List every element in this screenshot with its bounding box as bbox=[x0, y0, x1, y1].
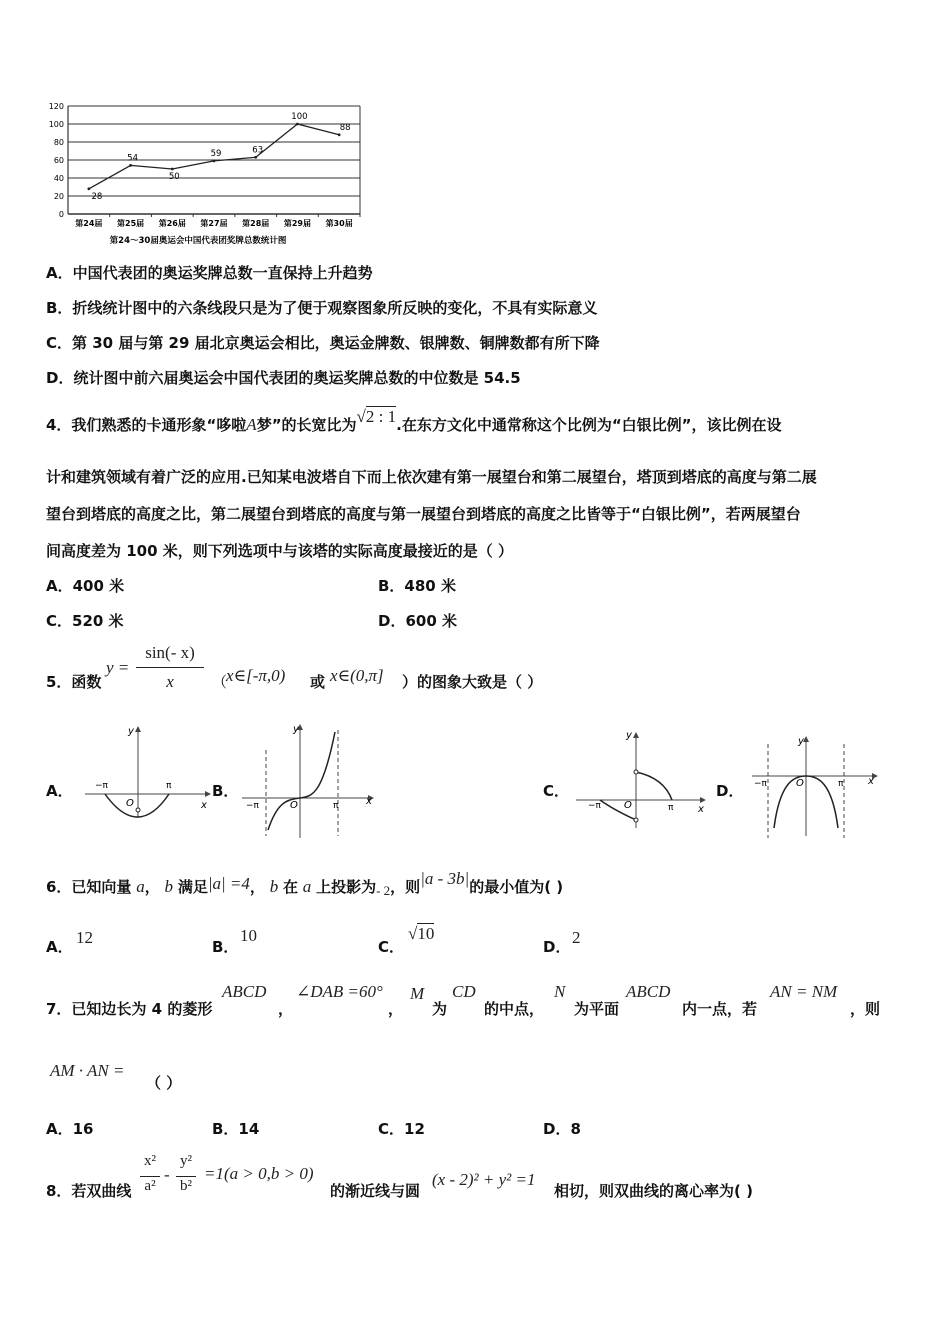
q3-option-b: B．折线统计图中的六条线段只是为了便于观察图象所反映的变化，不具有实际意义 bbox=[46, 299, 598, 317]
q8-circle: (x - 2)² + y² =1 bbox=[432, 1170, 536, 1189]
data-point bbox=[171, 168, 174, 171]
q8-frac-bar bbox=[176, 1176, 196, 1177]
origin-label: O bbox=[290, 800, 298, 811]
q5-option-a-label: A． bbox=[46, 782, 73, 800]
q7-text: 为 bbox=[432, 1000, 448, 1018]
data-point bbox=[254, 156, 257, 159]
q5-domain-1: x∈[-π,0) bbox=[226, 666, 286, 685]
q8-x2: x² bbox=[144, 1153, 156, 1169]
q5-option-c-label: C． bbox=[543, 782, 570, 800]
q5-graph-c bbox=[572, 728, 712, 828]
q6-norm: |a| =4 bbox=[207, 874, 250, 893]
q7-option-c: C．12 bbox=[378, 1120, 425, 1138]
q7-text: 的中点， bbox=[484, 1000, 545, 1018]
q6-text: 6．已知向量 bbox=[46, 878, 132, 896]
origin-label: O bbox=[126, 798, 134, 809]
q7-m: M bbox=[410, 984, 425, 1003]
q7-cd: CD bbox=[452, 982, 476, 1001]
q6-var: b bbox=[269, 877, 279, 896]
data-point bbox=[129, 164, 132, 167]
y-tick-label: 100 bbox=[48, 120, 64, 129]
q4-option-b: B．480 米 bbox=[378, 577, 456, 595]
y-tick-label: 60 bbox=[53, 156, 64, 165]
data-label: 50 bbox=[168, 172, 180, 182]
q5-lead: 5．函数 bbox=[46, 673, 102, 691]
pi-label: π bbox=[333, 801, 339, 811]
q3-option-a: A．中国代表团的奥运奖牌总数一直保持上升趋势 bbox=[46, 264, 373, 282]
q7-comma: ， bbox=[388, 1000, 404, 1018]
y-axis-label: y bbox=[293, 724, 299, 735]
chart-data-labels bbox=[91, 112, 350, 202]
y-tick-label: 40 bbox=[53, 174, 64, 183]
q8-minus: - bbox=[164, 1165, 170, 1184]
q4-ratio: √2 : 1 bbox=[356, 407, 397, 426]
q7-abcd: ABCD bbox=[222, 982, 267, 1001]
y-axis-label: y bbox=[798, 736, 804, 747]
q4-line-3: 望台到塔底的高度之比，第二展望台到塔底的高度与第一展望台到塔底的高度之比皆等于“白银比例”，若两展望台 bbox=[46, 505, 801, 523]
q4-option-d: D．600 米 bbox=[378, 612, 457, 630]
q6-text: 的最小值为( ) bbox=[469, 878, 564, 896]
q7-text: ，则 bbox=[850, 1000, 881, 1018]
q6-option-a-value: 12 bbox=[76, 928, 93, 947]
q6-option-b-label: B． bbox=[212, 938, 239, 956]
q6-text: ， bbox=[249, 878, 265, 896]
q4-line-4: 间高度差为 100 米，则下列选项中与该塔的实际高度最接近的是（ ） bbox=[46, 542, 513, 560]
q6-var: b bbox=[164, 877, 174, 896]
x-tick-label: 第29届 bbox=[283, 219, 311, 228]
q5-y: y = bbox=[106, 658, 130, 677]
q6-text: ，则 bbox=[390, 878, 421, 896]
y-tick-label: 120 bbox=[48, 102, 64, 111]
q6-var: a bbox=[302, 877, 312, 896]
x-tick-label: 第25届 bbox=[117, 219, 145, 228]
q4-text: 梦”的长宽比为 bbox=[256, 416, 357, 434]
chart-x-ticks bbox=[75, 214, 360, 228]
q4-text: 4．我们熟悉的卡通形象“哆啦 bbox=[46, 416, 247, 434]
q7-option-d: D．8 bbox=[543, 1120, 581, 1138]
q8-text: 的渐近线与圆 bbox=[330, 1182, 421, 1200]
q8-b2: b² bbox=[180, 1178, 192, 1194]
neg-pi-label: −π bbox=[246, 801, 259, 811]
q6-option-c-radicand: 10 bbox=[417, 924, 435, 943]
q7-text: 为平面 bbox=[574, 1000, 620, 1018]
chart-y-ticks bbox=[49, 102, 64, 219]
data-label: 63 bbox=[252, 145, 264, 156]
x-tick-label: 第27届 bbox=[200, 219, 228, 228]
medal-line-chart bbox=[40, 98, 370, 250]
q5-or: 或 bbox=[310, 673, 326, 691]
q6-line bbox=[46, 869, 564, 898]
y-tick-label: 0 bbox=[58, 210, 64, 219]
pi-label: π bbox=[838, 779, 844, 789]
q6-option-d-value: 2 bbox=[572, 928, 581, 947]
q6-option-d-label: D． bbox=[543, 938, 571, 956]
x-tick-label: 第30届 bbox=[325, 219, 353, 228]
chart-caption: 第24～30届奥运会中国代表团奖牌总数统计图 bbox=[109, 236, 287, 246]
q6-option-c-label: C． bbox=[378, 938, 405, 956]
q3-option-c: C．第 30 届与第 29 届北京奥运会相比，奥运金牌数、银牌数、铜牌数都有所下降 bbox=[46, 334, 600, 352]
q6-option-b-value: 10 bbox=[240, 926, 257, 945]
q7-comma: ， bbox=[278, 1000, 294, 1018]
x-axis-label: x bbox=[201, 800, 207, 811]
q8-y2: y² bbox=[180, 1153, 192, 1169]
q3-option-d: D．统计图中前六届奥运会中国代表团的奥运奖牌总数的中位数是 54.5 bbox=[46, 369, 521, 387]
x-axis-label: x bbox=[366, 796, 372, 807]
neg-pi-label: −π bbox=[95, 781, 108, 791]
q6-text: ， bbox=[144, 878, 160, 896]
data-label: 88 bbox=[339, 122, 351, 133]
q7-blank: （ ） bbox=[146, 1074, 182, 1092]
q7-n: N bbox=[554, 982, 566, 1001]
data-label: 54 bbox=[127, 153, 138, 164]
q7-angle: ∠DAB =60° bbox=[296, 982, 383, 1001]
q6-text: 在 bbox=[282, 878, 298, 896]
q7-lead: 7．已知边长为 4 的菱形 bbox=[46, 1000, 213, 1018]
q4-line-1 bbox=[46, 407, 782, 435]
q5-paren: （ bbox=[212, 673, 228, 691]
origin-label: O bbox=[796, 778, 804, 789]
pi-label: π bbox=[668, 803, 674, 813]
data-label: 59 bbox=[210, 148, 222, 159]
q5-graph-b bbox=[238, 720, 378, 840]
y-tick-label: 20 bbox=[53, 192, 64, 201]
neg-pi-label: −π bbox=[588, 801, 601, 811]
q7-dot-product: AM · AN = bbox=[50, 1061, 125, 1080]
q8-lead: 8．若双曲线 bbox=[46, 1182, 132, 1200]
q5-option-d-label: D． bbox=[716, 782, 744, 800]
q8-a2: a² bbox=[144, 1178, 156, 1194]
q4-option-c: C．520 米 bbox=[46, 612, 124, 630]
q5-fraction-bar bbox=[136, 667, 204, 668]
data-point bbox=[213, 160, 216, 163]
q4-option-a: A．400 米 bbox=[46, 577, 125, 595]
q6-var: a bbox=[136, 877, 145, 896]
q4-text: .在东方文化中通常称这个比例为“白银比例”，该比例在设 bbox=[396, 416, 782, 434]
q7-eq: AN = NM bbox=[770, 982, 838, 1001]
q4-line-2: 计和建筑领域有着广泛的应用.已知某电波塔自下而上依次建有第一展望台和第二展望台，塔顶到塔底的高度与第二展 bbox=[46, 468, 817, 486]
q8-frac-bar bbox=[140, 1176, 160, 1177]
q8-text: 相切，则双曲线的离心率为( ) bbox=[554, 1182, 753, 1200]
q6-expr: |a - 3b| bbox=[420, 869, 470, 888]
q5-tail: ）的图象大致是（ ） bbox=[402, 673, 543, 691]
x-tick-label: 第26届 bbox=[158, 219, 186, 228]
q5-domain-2: x∈(0,π] bbox=[330, 666, 384, 685]
x-axis-label: x bbox=[868, 776, 874, 787]
q5-denominator: x bbox=[166, 672, 174, 691]
data-point bbox=[296, 123, 299, 126]
q5-graph-a bbox=[80, 722, 215, 822]
x-axis-label: x bbox=[698, 804, 704, 815]
q7-abcd: ABCD bbox=[626, 982, 671, 1001]
q6-text: 满足 bbox=[177, 878, 208, 896]
q6-text: 上投影为 bbox=[316, 878, 377, 896]
y-axis-label: y bbox=[626, 730, 632, 741]
x-tick-label: 第24届 bbox=[75, 219, 103, 228]
q4-var-a: A bbox=[246, 415, 257, 434]
q5-option-b-label: B． bbox=[212, 782, 239, 800]
data-label: 28 bbox=[91, 191, 103, 202]
q6-option-c-value: √10 bbox=[408, 924, 435, 943]
q6-option-a-label: A． bbox=[46, 938, 73, 956]
q7-text: 内一点，若 bbox=[682, 1000, 758, 1018]
y-tick-label: 80 bbox=[53, 138, 64, 147]
q8-rhs: =1(a > 0,b > 0) bbox=[204, 1164, 314, 1183]
data-label: 100 bbox=[291, 112, 308, 122]
q7-option-a: A．16 bbox=[46, 1120, 94, 1138]
origin-label: O bbox=[624, 800, 632, 811]
q5-numerator: sin(- x) bbox=[145, 643, 195, 662]
q6-proj: - 2 bbox=[376, 883, 391, 898]
q5-graph-d bbox=[750, 732, 885, 842]
neg-pi-label: −π bbox=[754, 779, 767, 789]
pi-label: π bbox=[166, 781, 172, 791]
q4-ratio-value: 2 : 1 bbox=[365, 407, 397, 426]
y-axis-label: y bbox=[128, 726, 134, 737]
data-point bbox=[338, 133, 341, 136]
data-point bbox=[87, 187, 90, 190]
x-tick-label: 第28届 bbox=[242, 219, 270, 228]
q7-option-b: B．14 bbox=[212, 1120, 260, 1138]
